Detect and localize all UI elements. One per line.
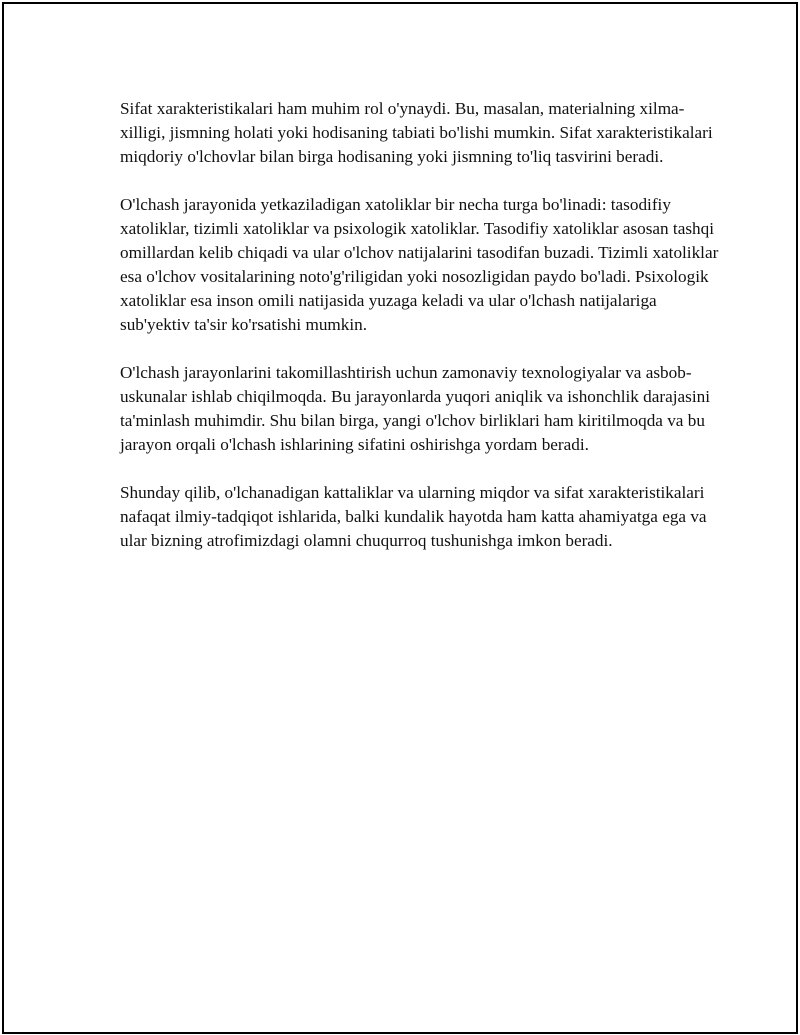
paragraph-1: Sifat xarakteristikalari ham muhim rol o'ynaydi. Bu, masalan, materialning xilma-xilligi, jismning holati yoki hodisaning tabiati bo'lishi mumkin. Sifat xarakteristikalari miqdoriy o'lchovlar bilan birga hodisaning yoki jismning to'liq tasvirini beradi.	[120, 99, 713, 166]
document-body	[120, 97, 720, 577]
paragraph-3: O'lchash jarayonlarini takomillashtirish uchun zamonaviy texnologiyalar va asbob-uskunalar ishlab chiqilmoqda. Bu jarayonlarda yuqori aniqlik va ishonchlik darajasini ta'minlash muhimdir. Shu bilan birga, yangi o'lchov birliklari ham kiritilmoqda va bu jarayon orqali o'lchash ishlarining sifatini oshirishga yordam beradi.	[120, 363, 710, 454]
paragraph-2: O'lchash jarayonida yetkaziladigan xatoliklar bir necha turga bo'linadi: tasodifiy xatoliklar, tizimli xatoliklar va psixologik xatoliklar. Tasodifiy xatoliklar asosan tashqi omillardan kelib chiqadi va ular o'lchov natijalarini tasodifan buzadi. Tizimli xatoliklar esa o'lchov vositalarining noto'g'riligidan yoki nosozligidan paydo bo'ladi. Psixologik xatoliklar esa inson omili natijasida yuzaga keladi va ular o'lchash natijalariga sub'yektiv ta'sir ko'rsatishi mumkin.	[120, 195, 719, 334]
paragraph-4: Shunday qilib, o'lchanadigan kattaliklar va ularning miqdor va sifat xarakteristikalari nafaqat ilmiy-tadqiqot ishlarida, balki kundalik hayotda ham katta ahamiyatga ega va ular bizning atrofimizdagi olamni chuqurroq tushunishga imkon beradi.	[120, 483, 707, 550]
document-page	[2, 2, 798, 1034]
